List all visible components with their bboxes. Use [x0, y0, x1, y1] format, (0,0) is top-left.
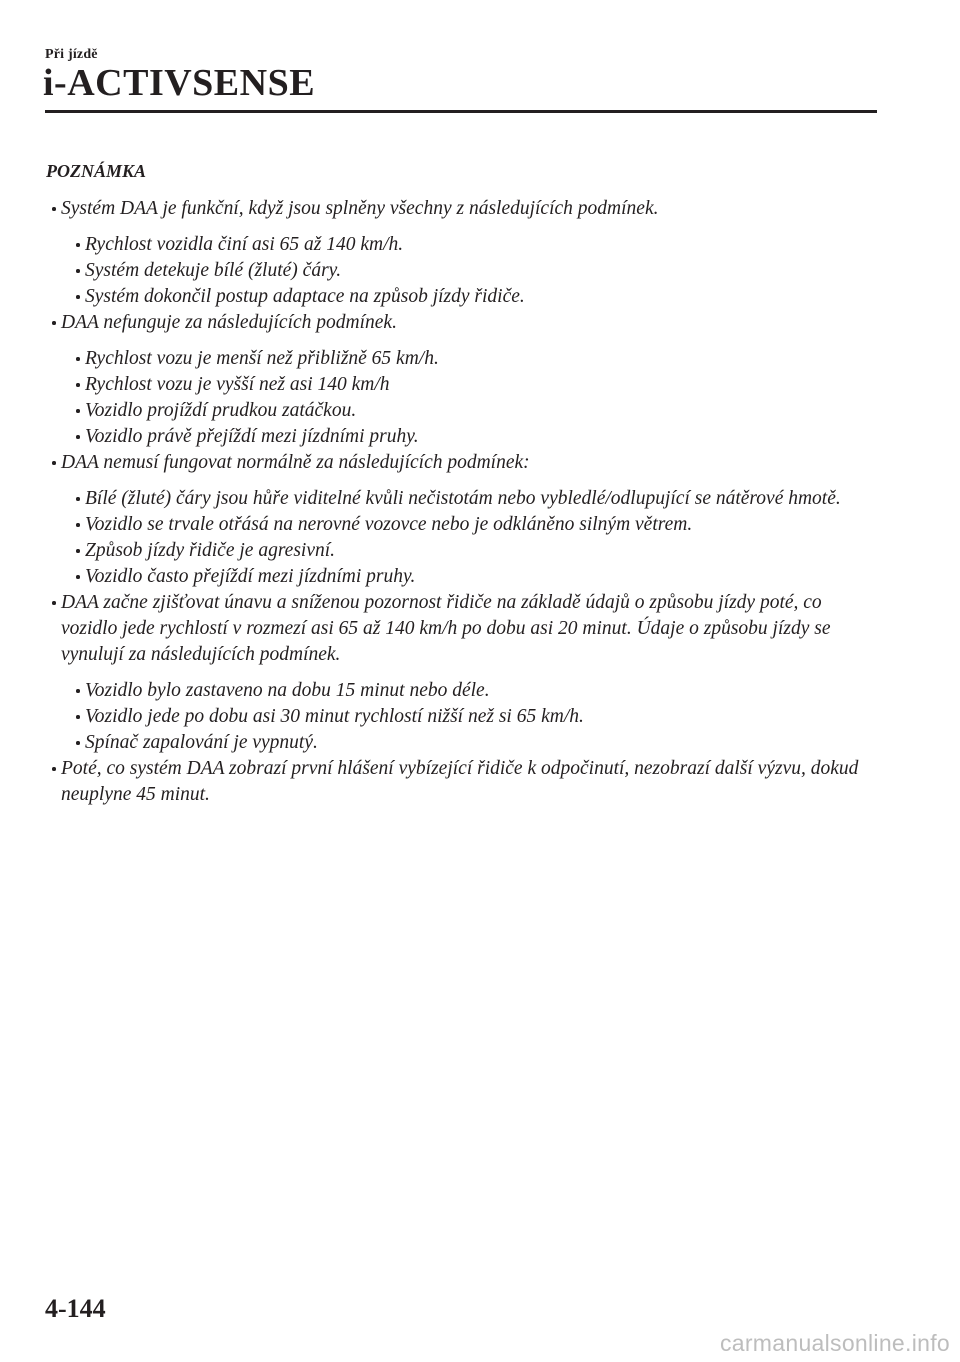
sub-list-item-text: Rychlost vozu je menší než přibližně 65 km/h.	[85, 348, 439, 369]
sub-list-item	[70, 398, 866, 424]
sub-list-item-text: Systém detekuje bílé (žluté) čáry.	[85, 260, 342, 281]
bullet-dot-icon	[76, 497, 80, 501]
sub-list-item	[70, 424, 866, 450]
sub-list-item-text: Vozidlo právě přejíždí mezi jízdními pruhy.	[85, 426, 419, 447]
sub-list-item-text: Vozidlo projíždí prudkou zatáčkou.	[85, 400, 357, 421]
bullet-dot-icon	[76, 741, 80, 745]
note-list	[46, 196, 866, 808]
sub-list-item	[70, 678, 866, 704]
list-item	[46, 450, 866, 476]
bullet-dot-icon	[76, 295, 80, 299]
list-item-text: Poté, co systém DAA zobrazí první hlášení vybízející řidiče k odpočinutí, nezobrazí další výzvu, dokud neuplyne 45 minut.	[61, 758, 859, 805]
sub-list-item-text: Vozidlo se trvale otřásá na nerovné vozovce nebo je odkláněno silným větrem.	[85, 514, 693, 535]
page-number: 4-144	[45, 1294, 106, 1323]
bullet-dot-icon	[76, 435, 80, 439]
sub-list-item-text: Vozidlo často přejíždí mezi jízdními pruhy.	[85, 566, 416, 587]
bullet-dot-icon	[52, 461, 56, 465]
sub-list-item	[70, 704, 866, 730]
sub-list-item-text: Systém dokončil postup adaptace na způsob jízdy řidiče.	[85, 286, 525, 307]
sub-list-item	[70, 372, 866, 398]
sub-list	[46, 678, 866, 756]
bullet-dot-icon	[76, 575, 80, 579]
bullet-dot-icon	[76, 523, 80, 527]
sub-list-item-text: Vozidlo bylo zastaveno na dobu 15 minut nebo déle.	[85, 680, 490, 701]
sub-list-item	[70, 486, 866, 512]
sub-list	[46, 346, 866, 450]
bullet-dot-icon	[76, 383, 80, 387]
note-heading: POZNÁMKA	[46, 161, 147, 181]
list-item-text: DAA začne zjišťovat únavu a sníženou pozornost řidiče na základě údajů o způsobu jízdy poté, co vozidlo jede rychlostí v rozmezí asi 65 až 140 km/h po dobu asi 20 minut. Údaje o způsobu jízdy se vynulují za následujících podmínek.	[61, 592, 831, 665]
sub-list-item	[70, 284, 866, 310]
bullet-dot-icon	[76, 357, 80, 361]
bullet-dot-icon	[76, 409, 80, 413]
bullet-dot-icon	[76, 243, 80, 247]
sub-list-item	[70, 730, 866, 756]
bullet-dot-icon	[76, 549, 80, 553]
sub-list-item-text: Způsob jízdy řidiče je agresivní.	[85, 540, 336, 561]
list-item-text: Systém DAA je funkční, když jsou splněny všechny z následujících podmínek.	[61, 198, 659, 219]
header-divider	[45, 110, 877, 113]
sub-list-item	[70, 346, 866, 372]
sub-list-item-text: Rychlost vozidla činí asi 65 až 140 km/h.	[85, 234, 404, 255]
note-block	[46, 158, 866, 808]
section-label: Při jízdě	[45, 47, 98, 62]
list-item	[46, 196, 866, 222]
bullet-dot-icon	[52, 321, 56, 325]
sub-list-item-text: Vozidlo jede po dobu asi 30 minut rychlostí nižší než si 65 km/h.	[85, 706, 584, 727]
list-item	[46, 310, 866, 336]
list-item	[46, 590, 866, 668]
list-item-text: DAA nemusí fungovat normálně za následujících podmínek:	[61, 452, 530, 473]
sub-list-item	[70, 232, 866, 258]
page-title: i-ACTIVSENSE	[43, 62, 316, 104]
sub-list-item	[70, 512, 866, 538]
sub-list	[46, 232, 866, 310]
bullet-dot-icon	[52, 207, 56, 211]
sub-list-item-text: Spínač zapalování je vypnutý.	[85, 732, 318, 753]
sub-list-item	[70, 564, 866, 590]
sub-list-item-text: Rychlost vozu je vyšší než asi 140 km/h	[85, 374, 390, 395]
bullet-dot-icon	[76, 715, 80, 719]
watermark: carmanualsonline.info	[719, 1330, 950, 1356]
sub-list	[46, 486, 866, 590]
sub-list-item	[70, 538, 866, 564]
list-item	[46, 756, 866, 808]
bullet-dot-icon	[76, 689, 80, 693]
sub-list-item-text: Bílé (žluté) čáry jsou hůře viditelné kvůli nečistotám nebo vybledlé/odlupující se nátěrové hmotě.	[85, 488, 841, 509]
sub-list-item	[70, 258, 866, 284]
bullet-dot-icon	[52, 767, 56, 771]
bullet-dot-icon	[76, 269, 80, 273]
bullet-dot-icon	[52, 601, 56, 605]
list-item-text: DAA nefunguje za následujících podmínek.	[61, 312, 397, 333]
